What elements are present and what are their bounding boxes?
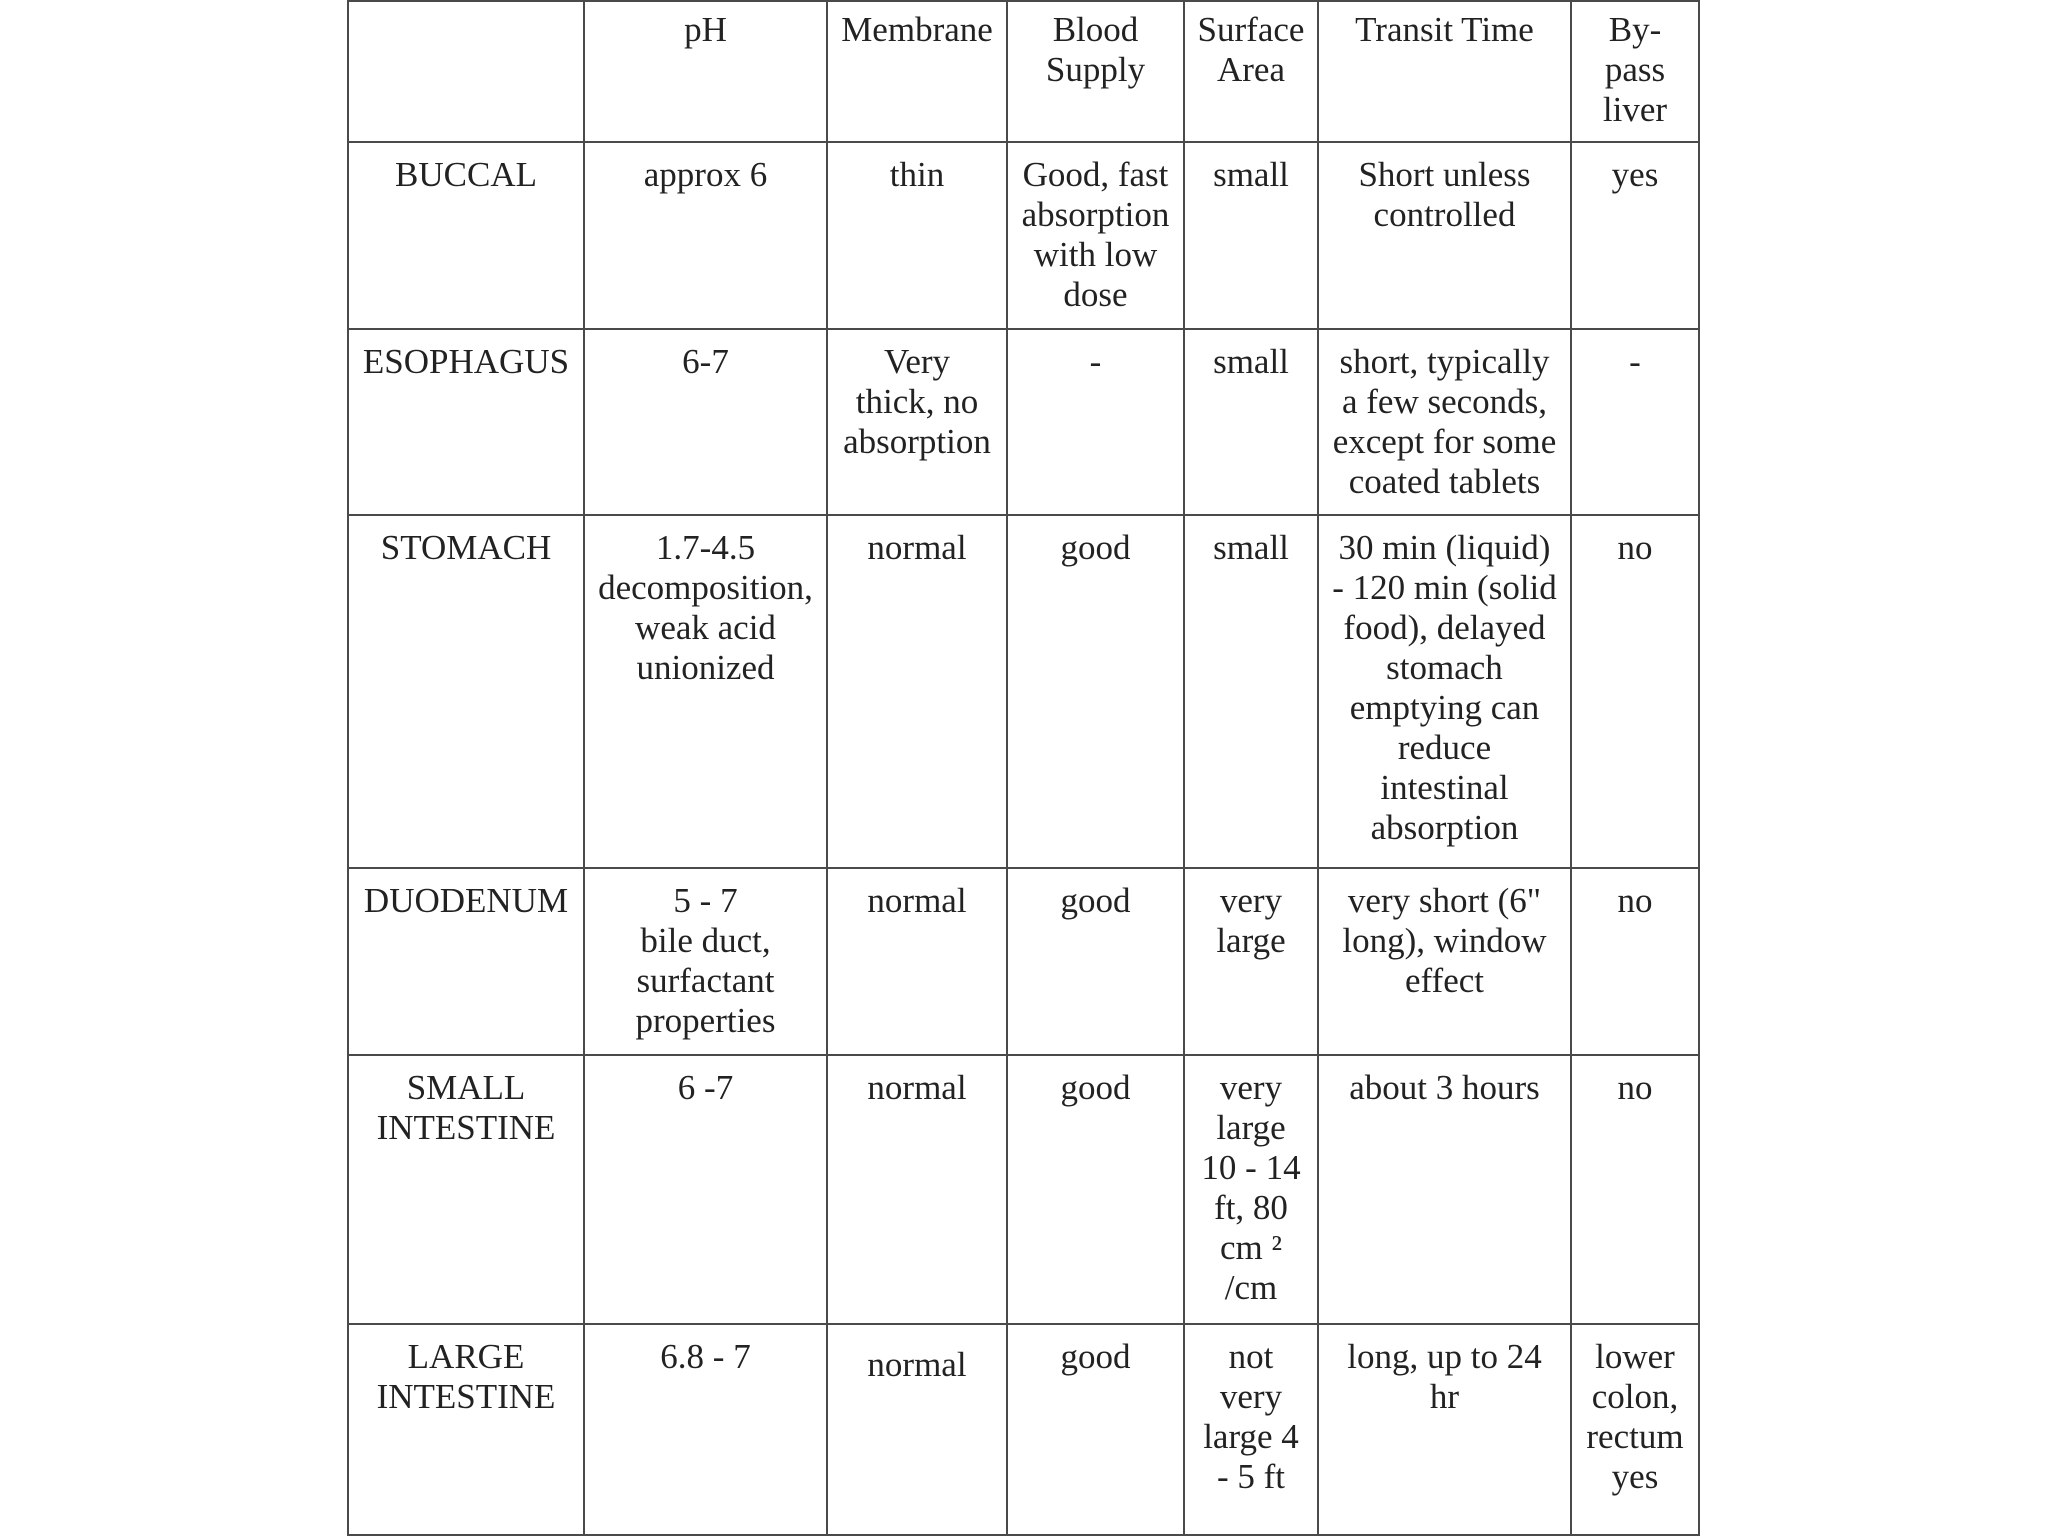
ph-cell: 5 - 7 bile duct, surfactant properties [584, 868, 827, 1055]
surface-area-cell: very large [1184, 868, 1318, 1055]
ph-cell: 1.7-4.5 decomposition, weak acid unionized [584, 515, 827, 868]
organ-cell: BUCCAL [348, 142, 584, 329]
blood-supply-cell: good [1007, 1055, 1184, 1325]
table-row [348, 329, 1699, 516]
header-row [348, 1, 1699, 142]
membrane-cell: normal [827, 868, 1007, 1055]
header-blood-supply: Blood Supply [1007, 1, 1184, 142]
surface-area-cell: very large 10 - 14 ft, 80 cm ² /cm [1184, 1055, 1318, 1325]
bypass-liver-cell: no [1571, 868, 1699, 1055]
blood-supply-cell: good [1007, 1324, 1184, 1535]
organ-cell: STOMACH [348, 515, 584, 868]
table-row [348, 142, 1699, 329]
bypass-liver-cell: no [1571, 515, 1699, 868]
header-transit-time: Transit Time [1318, 1, 1571, 142]
transit-time-cell: about 3 hours [1318, 1055, 1571, 1325]
ph-cell: approx 6 [584, 142, 827, 329]
ph-cell: 6 -7 [584, 1055, 827, 1325]
header-bypass-liver: By- pass liver [1571, 1, 1699, 142]
membrane-cell: Very thick, no absorption [827, 329, 1007, 516]
surface-area-cell: not very large 4 - 5 ft [1184, 1324, 1318, 1535]
blood-supply-cell: - [1007, 329, 1184, 516]
surface-area-cell: small [1184, 515, 1318, 868]
transit-time-cell: Short unless controlled [1318, 142, 1571, 329]
organ-cell: LARGE INTESTINE [348, 1324, 584, 1535]
surface-area-cell: small [1184, 329, 1318, 516]
bypass-liver-cell: yes [1571, 142, 1699, 329]
organ-cell: SMALL INTESTINE [348, 1055, 584, 1325]
bypass-liver-cell: lower colon, rectum yes [1571, 1324, 1699, 1535]
gi-absorption-table [347, 0, 1700, 1536]
bypass-liver-cell: - [1571, 329, 1699, 516]
membrane-cell: normal [827, 1055, 1007, 1325]
transit-time-cell: short, typically a few seconds, except for some coated tablets [1318, 329, 1571, 516]
blood-supply-cell: good [1007, 515, 1184, 868]
transit-time-cell: 30 min (liquid) - 120 min (solid food), delayed stomach emptying can reduce intestinal absorption [1318, 515, 1571, 868]
transit-time-cell: long, up to 24 hr [1318, 1324, 1571, 1535]
table-row [348, 515, 1699, 868]
surface-area-cell: small [1184, 142, 1318, 329]
blood-supply-cell: Good, fast absorption with low dose [1007, 142, 1184, 329]
header-organ [348, 1, 584, 142]
organ-cell: ESOPHAGUS [348, 329, 584, 516]
table-row [348, 1324, 1699, 1535]
bypass-liver-cell: no [1571, 1055, 1699, 1325]
organ-cell: DUODENUM [348, 868, 584, 1055]
table-row [348, 1055, 1699, 1325]
transit-time-cell: very short (6" long), window effect [1318, 868, 1571, 1055]
table-row [348, 868, 1699, 1055]
header-ph: pH [584, 1, 827, 142]
membrane-cell: thin [827, 142, 1007, 329]
header-surface-area: Surface Area [1184, 1, 1318, 142]
membrane-cell: normal [827, 515, 1007, 868]
header-membrane: Membrane [827, 1, 1007, 142]
membrane-cell: normal [827, 1324, 1007, 1535]
ph-cell: 6.8 - 7 [584, 1324, 827, 1535]
ph-cell: 6-7 [584, 329, 827, 516]
blood-supply-cell: good [1007, 868, 1184, 1055]
